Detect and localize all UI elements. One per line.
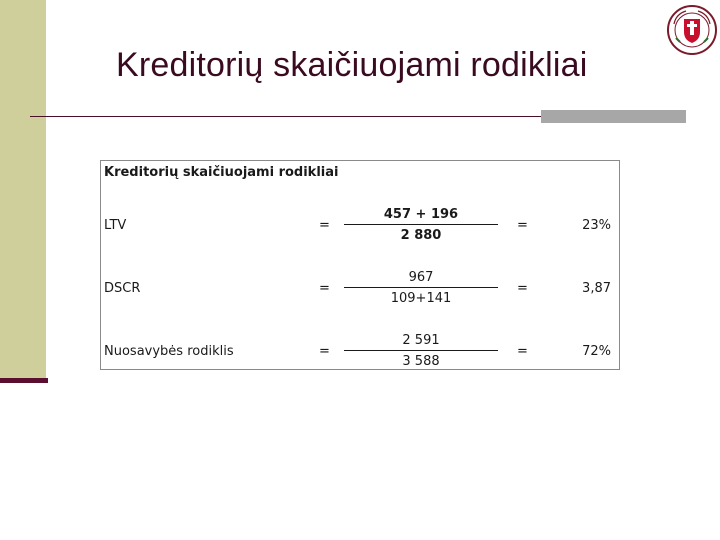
equals-sign: = [517, 218, 528, 233]
left-accent-bar-foot [0, 378, 48, 383]
equals-sign: = [319, 281, 330, 296]
row-label: DSCR [104, 281, 141, 296]
slide-title: Kreditorių skaičiuojami rodikliai [116, 46, 588, 84]
denominator: 2 880 [400, 228, 442, 243]
numerator: 457 + 196 [383, 207, 459, 222]
equals-sign: = [319, 344, 330, 359]
equals-sign: = [517, 281, 528, 296]
table-heading: Kreditorių skaičiuojami rodikliai [104, 165, 339, 180]
fraction-line [344, 224, 498, 225]
ratio-table [100, 160, 620, 370]
row-label: Nuosavybės rodiklis [104, 344, 234, 359]
numerator: 2 591 [402, 333, 440, 348]
table-row-dscr [101, 266, 619, 316]
title-underline [30, 116, 542, 117]
university-seal-icon [666, 4, 718, 56]
result-value: 23% [582, 218, 611, 233]
row-label: LTV [104, 218, 127, 233]
denominator: 109+141 [390, 291, 452, 306]
fraction-line [344, 350, 498, 351]
numerator: 967 [408, 270, 434, 285]
denominator: 3 588 [402, 354, 440, 369]
equals-sign: = [319, 218, 330, 233]
equals-sign: = [517, 344, 528, 359]
result-value: 3,87 [582, 281, 611, 296]
table-row-equity-ratio [101, 329, 619, 379]
left-accent-bar [0, 0, 46, 380]
title-underline-block [541, 110, 686, 123]
fraction-line [344, 287, 498, 288]
table-row-ltv [101, 203, 619, 253]
result-value: 72% [582, 344, 611, 359]
